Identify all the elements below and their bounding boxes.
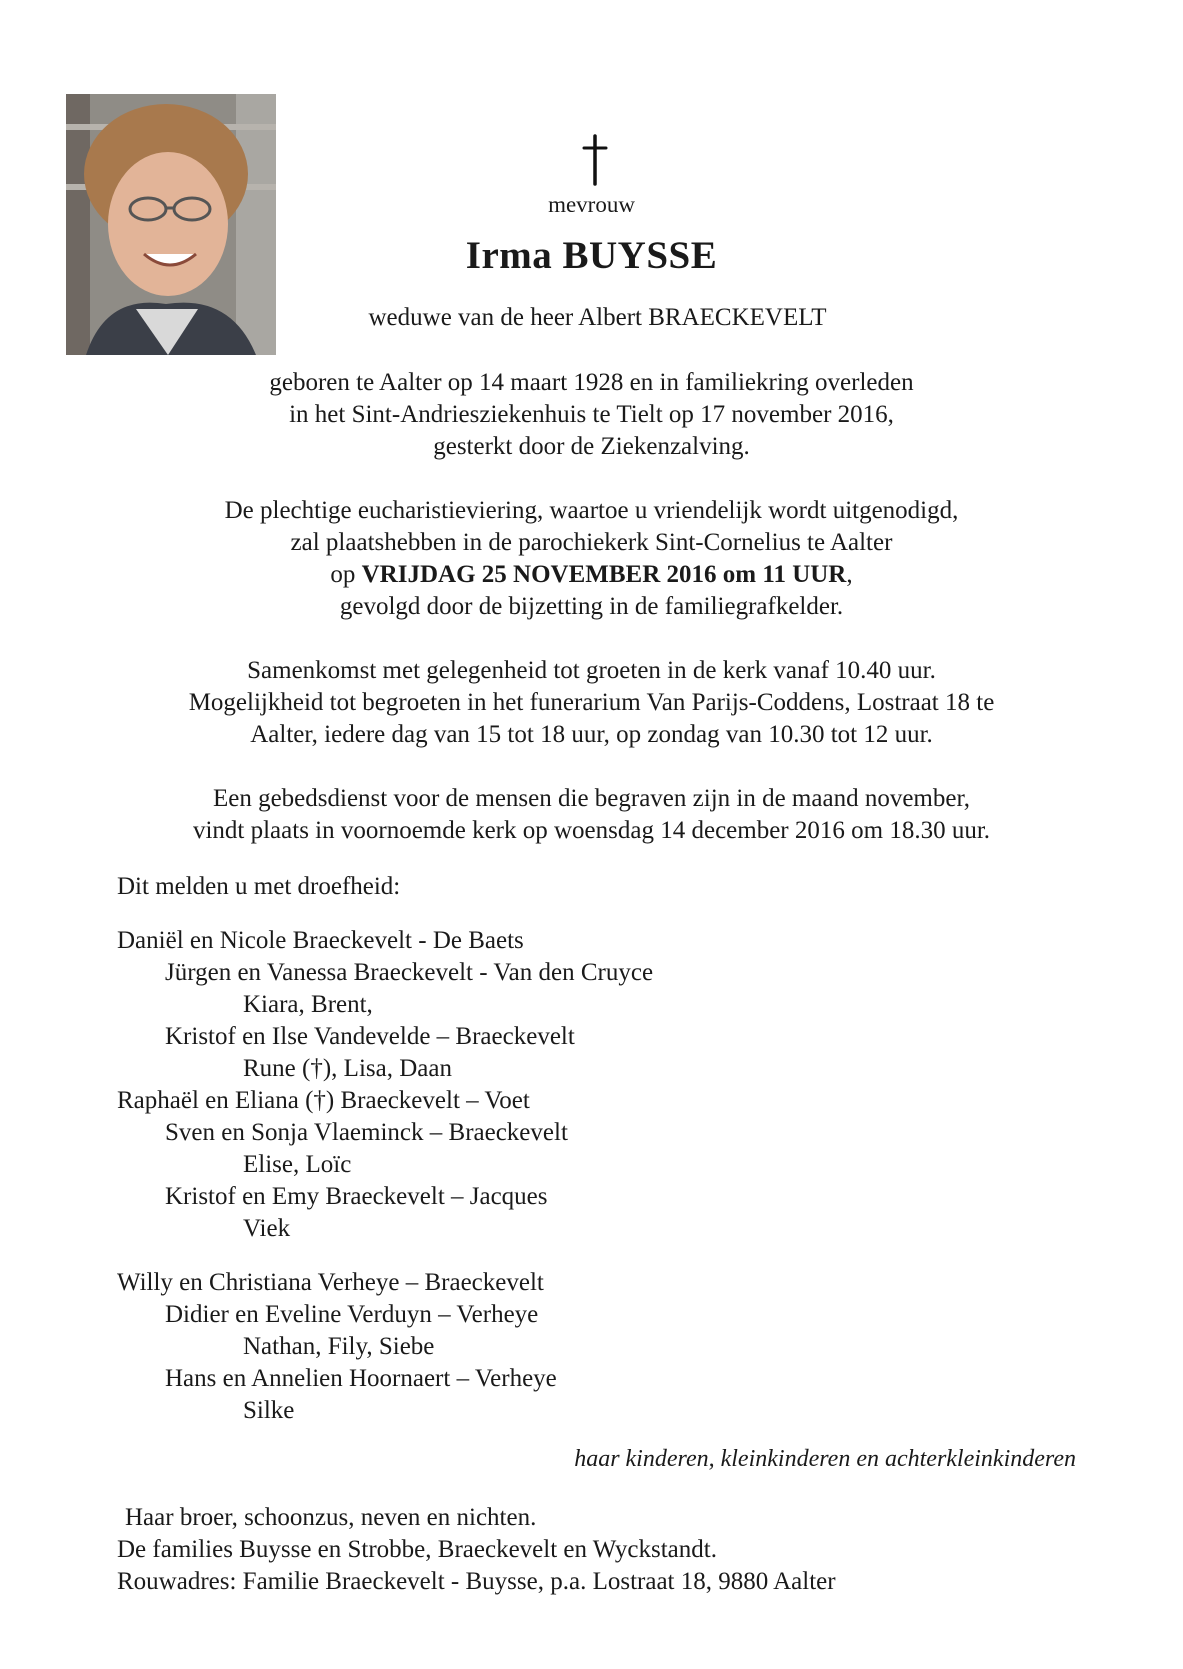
ceremony-date-line (0, 559, 1183, 591)
family-member: Raphaël en Eliana (†) Braeckevelt – Voet (117, 1087, 530, 1114)
visitation-line: Samenkomst met gelegenheid tot groeten in de kerk vanaf 10.40 uur. (247, 657, 936, 684)
title-prefix: mevrouw (548, 192, 635, 217)
family-member: Kristof en Ilse Vandevelde – Braeckevelt (165, 1023, 575, 1050)
birth-death-line: gesterkt door de Ziekenzalving. (433, 433, 750, 460)
prayer-service-paragraph (0, 783, 1183, 847)
widow-line: weduwe van de heer Albert BRAECKEVELT (368, 304, 827, 331)
footer-block (117, 1502, 836, 1598)
birth-death-line: geboren te Aalter op 14 maart 1928 en in familiekring overleden (269, 369, 914, 396)
family-member: Daniël en Nicole Braeckevelt - De Baets (117, 927, 524, 954)
visitation-line: Aalter, iedere dag van 15 tot 18 uur, op zondag van 10.30 tot 12 uur. (250, 721, 933, 748)
visitation-line: Mogelijkheid tot begroeten in het funerarium Van Parijs-Coddens, Lostraat 18 te (188, 689, 995, 716)
ceremony-line: gevolgd door de bijzetting in de familiegrafkelder. (339, 593, 844, 620)
family-member: Hans en Annelien Hoornaert – Verheye (165, 1365, 557, 1392)
footer-line: De families Buysse en Strobbe, Braeckevelt en Wyckstandt. (117, 1536, 717, 1563)
family-member: Nathan, Fily, Siebe (243, 1333, 435, 1360)
mourning-address: Rouwadres: Familie Braeckevelt - Buysse, p.a. Lostraat 18, 9880 Aalter (117, 1568, 836, 1595)
family-member: Didier en Eveline Verduyn – Verheye (165, 1301, 539, 1328)
family-member: Jürgen en Vanessa Braeckevelt - Van den Cruyce (165, 959, 654, 986)
family-member: Viek (243, 1215, 291, 1242)
signature-line: haar kinderen, kleinkinderen en achterkleinkinderen (574, 1446, 1076, 1472)
visitation-paragraph (0, 655, 1183, 751)
ceremony-line: De plechtige eucharistieviering, waartoe u vriendelijk wordt uitgenodigd, (224, 497, 959, 524)
ceremony-paragraph (0, 495, 1183, 623)
family-member: Rune (†), Lisa, Daan (243, 1055, 452, 1082)
cross-icon (580, 134, 610, 186)
family-spacer (117, 1245, 653, 1267)
prayer-service-line: vindt plaats in voornoemde kerk op woensdag 14 december 2016 om 18.30 uur. (192, 817, 991, 844)
portrait-photo (66, 94, 276, 355)
ceremony-line: zal plaatshebben in de parochiekerk Sint-Cornelius te Aalter (290, 529, 893, 556)
deceased-name: Irma BUYSSE (465, 234, 718, 277)
announcement-intro: Dit melden u met droefheid: (117, 873, 401, 900)
ceremony-date-suffix: , (846, 561, 853, 588)
family-member: Silke (243, 1397, 295, 1424)
prayer-service-line: Een gebedsdienst voor de mensen die begraven zijn in de maand november, (212, 785, 971, 812)
family-member: Elise, Loïc (243, 1151, 352, 1178)
family-member: Kristof en Emy Braeckevelt – Jacques (165, 1183, 548, 1210)
ceremony-date: VRIJDAG 25 NOVEMBER 2016 om 11 UUR (361, 561, 847, 588)
family-member: Kiara, Brent, (243, 991, 373, 1018)
family-member: Willy en Christiana Verheye – Braeckevelt (117, 1269, 544, 1296)
birth-death-line: in het Sint-Andriesziekenhuis te Tielt op 17 november 2016, (289, 401, 894, 428)
birth-death-paragraph (0, 367, 1183, 463)
ceremony-date-prefix: op (330, 561, 362, 588)
family-list (117, 925, 653, 1427)
family-member: Sven en Sonja Vlaeminck – Braeckevelt (165, 1119, 568, 1146)
footer-line: Haar broer, schoonzus, neven en nichten. (125, 1504, 537, 1531)
